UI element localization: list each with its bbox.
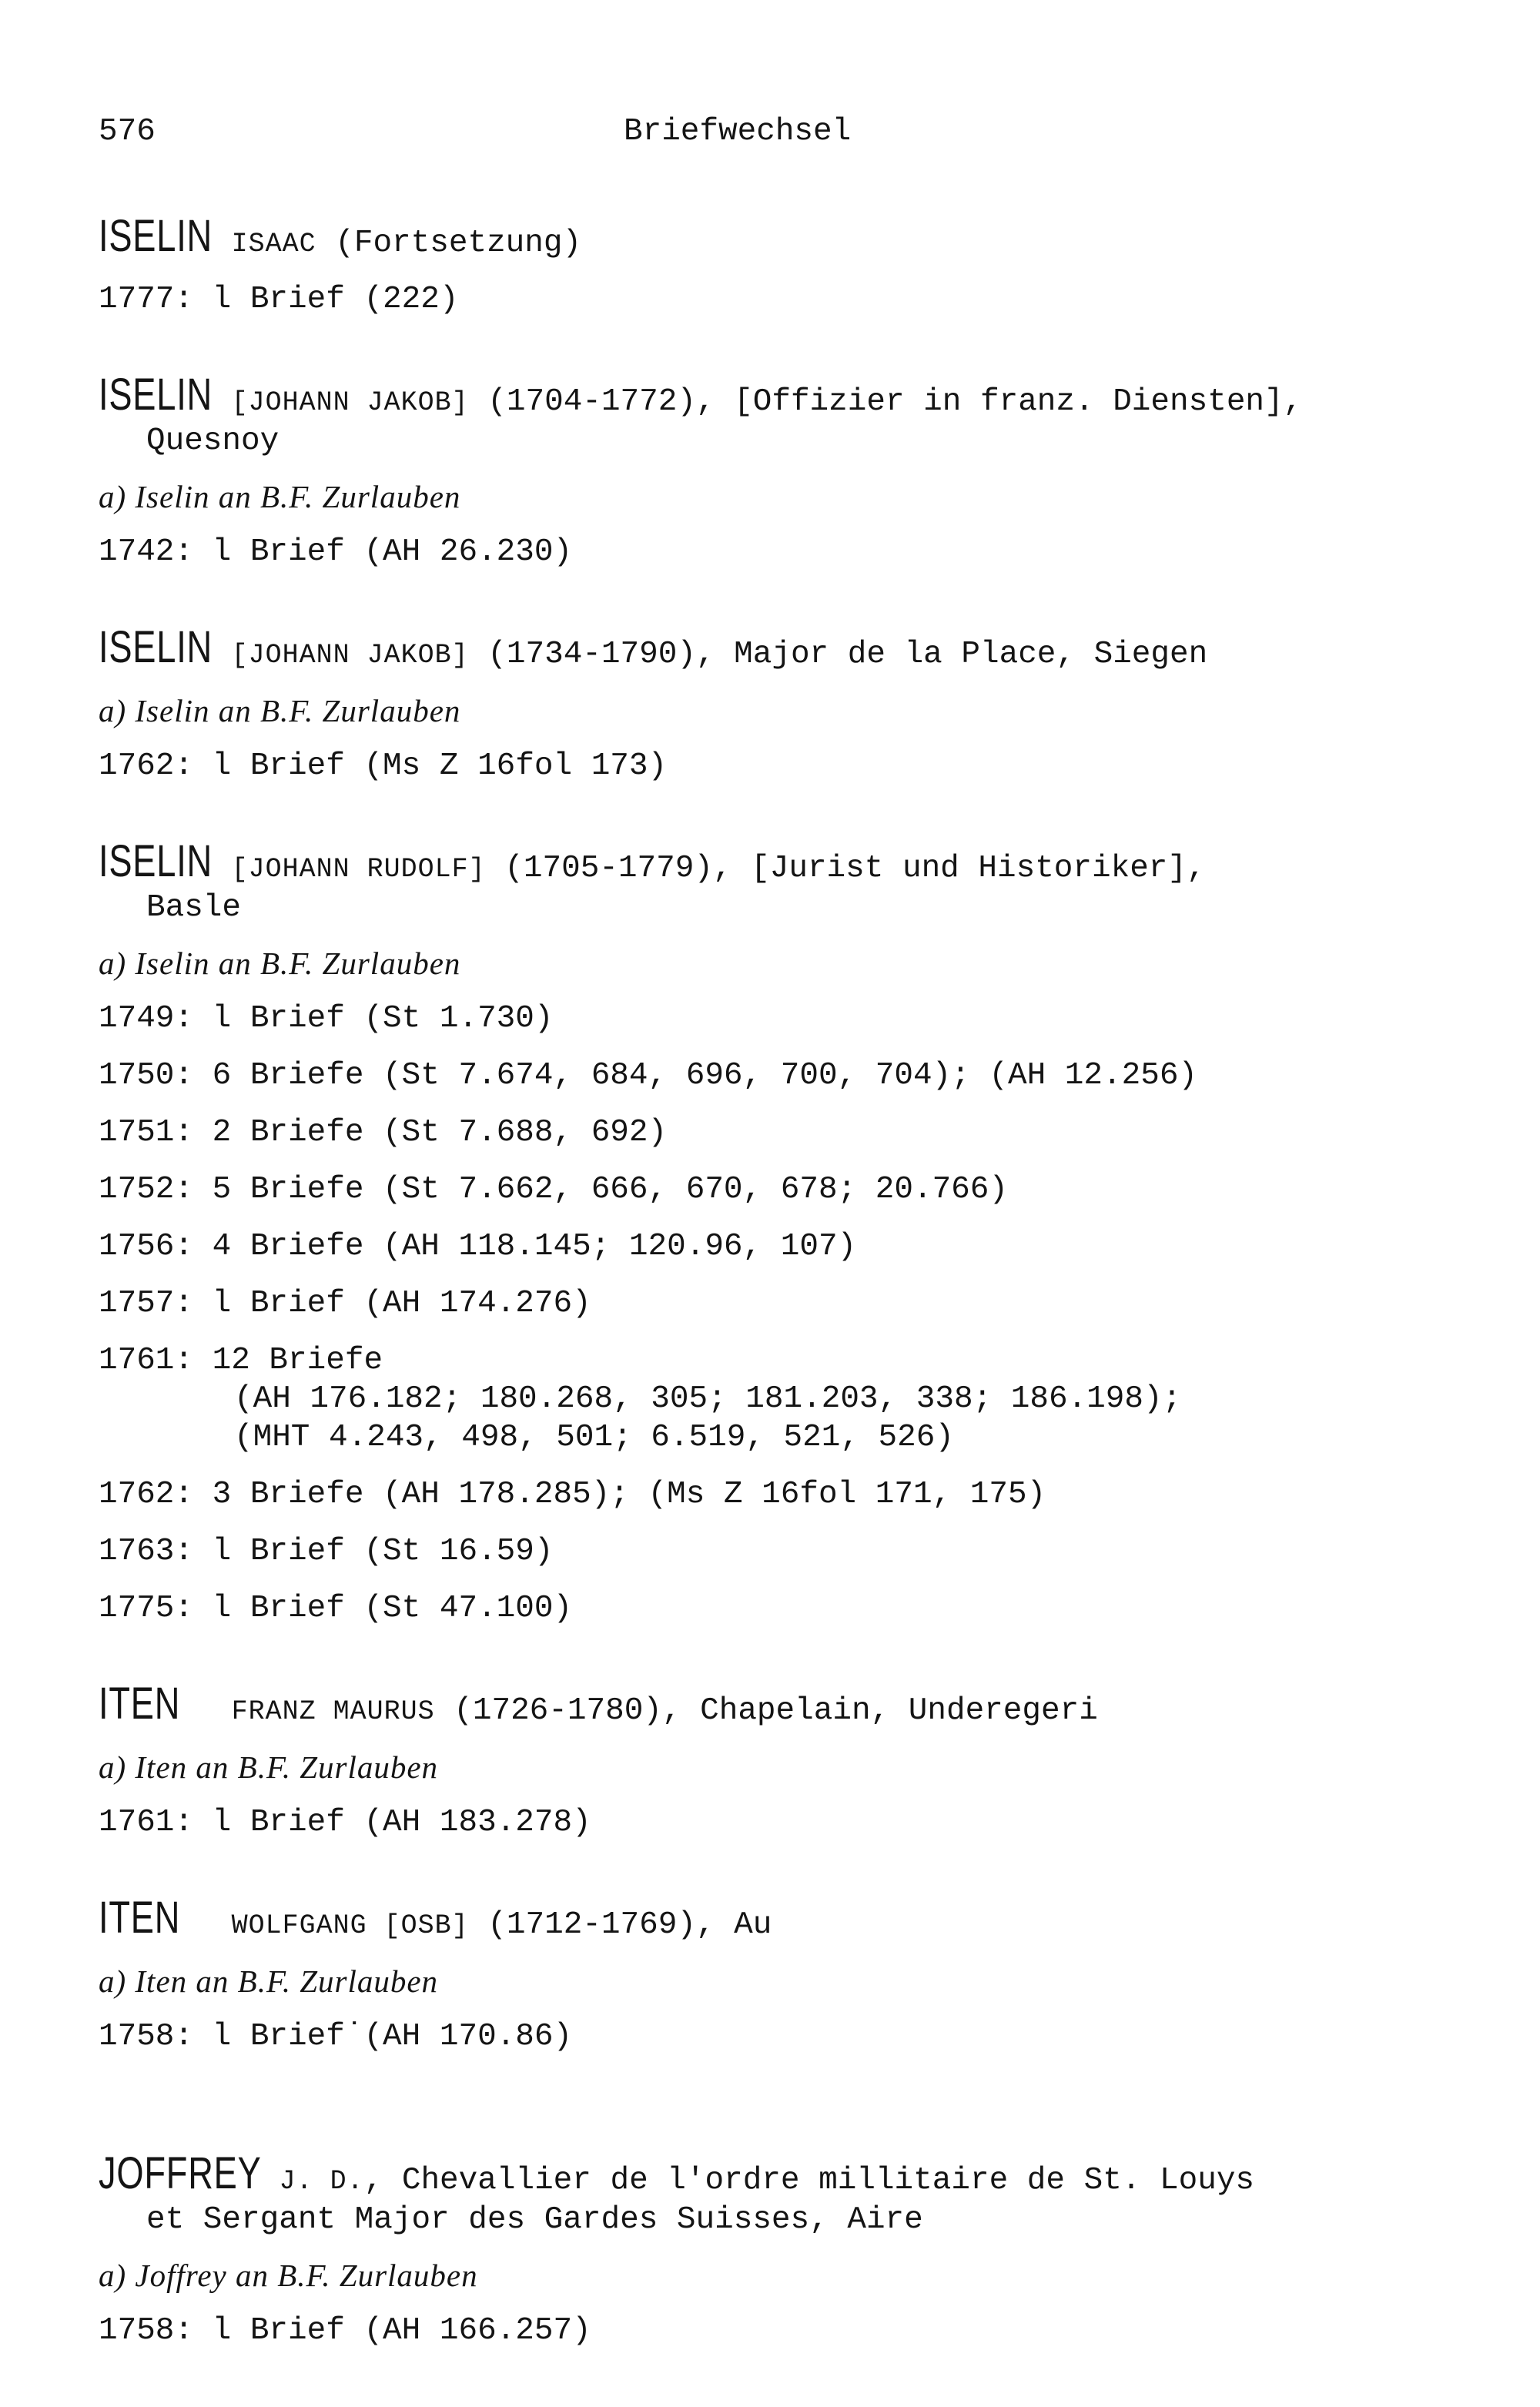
letter-list [99,747,1485,785]
entry-details-continued: et Sergant Major des Gardes Suisses, Aire [146,2202,923,2238]
entry-heading [99,370,1485,422]
letter-list [99,1803,1485,1842]
entry-surname: ITEN [99,1893,181,1943]
letter-line: 1761: l Brief (AH 183.278) [99,1805,591,1840]
entry-details: (1704-1772), [Offizier in franz. Diensten], [468,384,1303,420]
letter-line: 1763: l Brief (St 16.59) [99,1534,554,1569]
letter-line: 1751: 2 Briefe (St 7.688, 692) [99,1115,668,1150]
letter-reference: (MHT 4.243, 498, 501; 6.519, 521, 526) [234,1420,954,1455]
entry-heading [99,836,1485,889]
letter-line: 1750: 6 Briefe (St 7.674, 684, 696, 700, 704); (AH 12.256) [99,1058,1198,1093]
entry-given-name: J. D. [279,2166,364,2197]
correspondence-direction: a) Joffrey an B.F. Zurlauben [99,2258,478,2293]
entry-given-name: [JOHANN JAKOB] [231,640,469,671]
correspondence-direction: a) Iten an B.F. Zurlauben [99,1749,439,1785]
correspondence-direction: a) Iselin an B.F. Zurlauben [99,479,461,514]
letter-reference: (AH 176.182; 180.268, 305; 181.203, 338; 186.198); [234,1381,1182,1417]
entry-details: (1726-1780), Chapelain, Underegeri [434,1693,1098,1729]
letter-line: 1775: l Brief (St 47.100) [99,1591,573,1626]
letter-list [99,2312,1485,2350]
entry-joffrey [99,2148,1485,2350]
entry-given-name: [JOHANN JAKOB] [231,387,469,418]
correspondence-direction: a) Iten an B.F. Zurlauben [99,1963,439,1999]
letter-line: 1752: 5 Briefe (St 7.662, 666, 670, 678; 20.766) [99,1172,1008,1207]
entry-surname: JOFFREY [99,2148,262,2198]
letter-line: 1758: l Brief (AH 166.257) [99,2313,591,2348]
entry-iselin-johann-jakob-1734 [99,622,1485,785]
letter-list [99,533,1485,571]
entry-surname: ITEN [99,1679,181,1729]
page-number: 576 [99,114,156,149]
letter-line: 1749: l Brief (St 1.730) [99,1001,554,1036]
entry-details: (1705-1779), [Jurist und Historiker], [485,851,1206,886]
entry-heading [99,2148,1485,2201]
entry-details-continued: Basle [146,890,242,926]
entry-surname: ISELIN [99,836,213,886]
entry-iten-franz-maurus [99,1679,1485,1842]
entry-details: (Fortsetzung) [316,226,582,261]
letter-line-multi [99,1341,1485,1457]
entry-heading [99,211,1485,263]
entry-heading [99,1679,1485,1731]
letter-list [99,999,1485,1628]
letter-list [99,280,1485,319]
entry-surname: ISELIN [99,211,213,261]
entry-surname: ISELIN [99,622,213,672]
running-head: Briefwechsel [624,114,852,149]
entry-heading [99,1893,1485,1945]
entry-iselin-isaac [99,211,1485,319]
letter-line: 1757: l Brief (AH 174.276) [99,1286,591,1321]
entry-iten-wolfgang [99,1893,1485,2056]
entry-details: (1734-1790), Major de la Place, Siegen [468,637,1208,672]
correspondence-direction: a) Iselin an B.F. Zurlauben [99,946,461,981]
entry-heading [99,622,1485,675]
entry-given-name: WOLFGANG [OSB] [231,1910,469,1941]
entry-iselin-johann-jakob-1704 [99,370,1485,571]
letter-line: 1777: l Brief (222) [99,282,459,317]
entry-given-name: ISAAC [231,229,316,259]
letter-line: 1758: l Brief˙(AH 170.86) [99,2019,573,2054]
letter-line: 1742: l Brief (AH 26.230) [99,534,573,570]
letter-line-head: 1761: 12 Briefe [99,1343,383,1378]
letter-line: 1756: 4 Briefe (AH 118.145; 120.96, 107) [99,1229,857,1264]
entry-given-name: [JOHANN RUDOLF] [231,854,486,885]
letter-line: 1762: l Brief (Ms Z 16fol 173) [99,748,668,784]
entry-given-name: FRANZ MAURUS [231,1696,435,1727]
entry-details: (1712-1769), Au [468,1907,772,1943]
entry-details: , Chevallier de l'ordre millitaire de St. Louys [363,2163,1255,2198]
correspondence-direction: a) Iselin an B.F. Zurlauben [99,693,461,728]
letter-list [99,2017,1485,2056]
entries-list [99,211,1485,2407]
letter-line: 1762: 3 Briefe (AH 178.285); (Ms Z 16fol 171, 175) [99,1477,1046,1512]
entry-details-continued: Quesnoy [146,423,280,459]
entry-iselin-johann-rudolf [99,836,1485,1628]
entry-surname: ISELIN [99,370,213,420]
